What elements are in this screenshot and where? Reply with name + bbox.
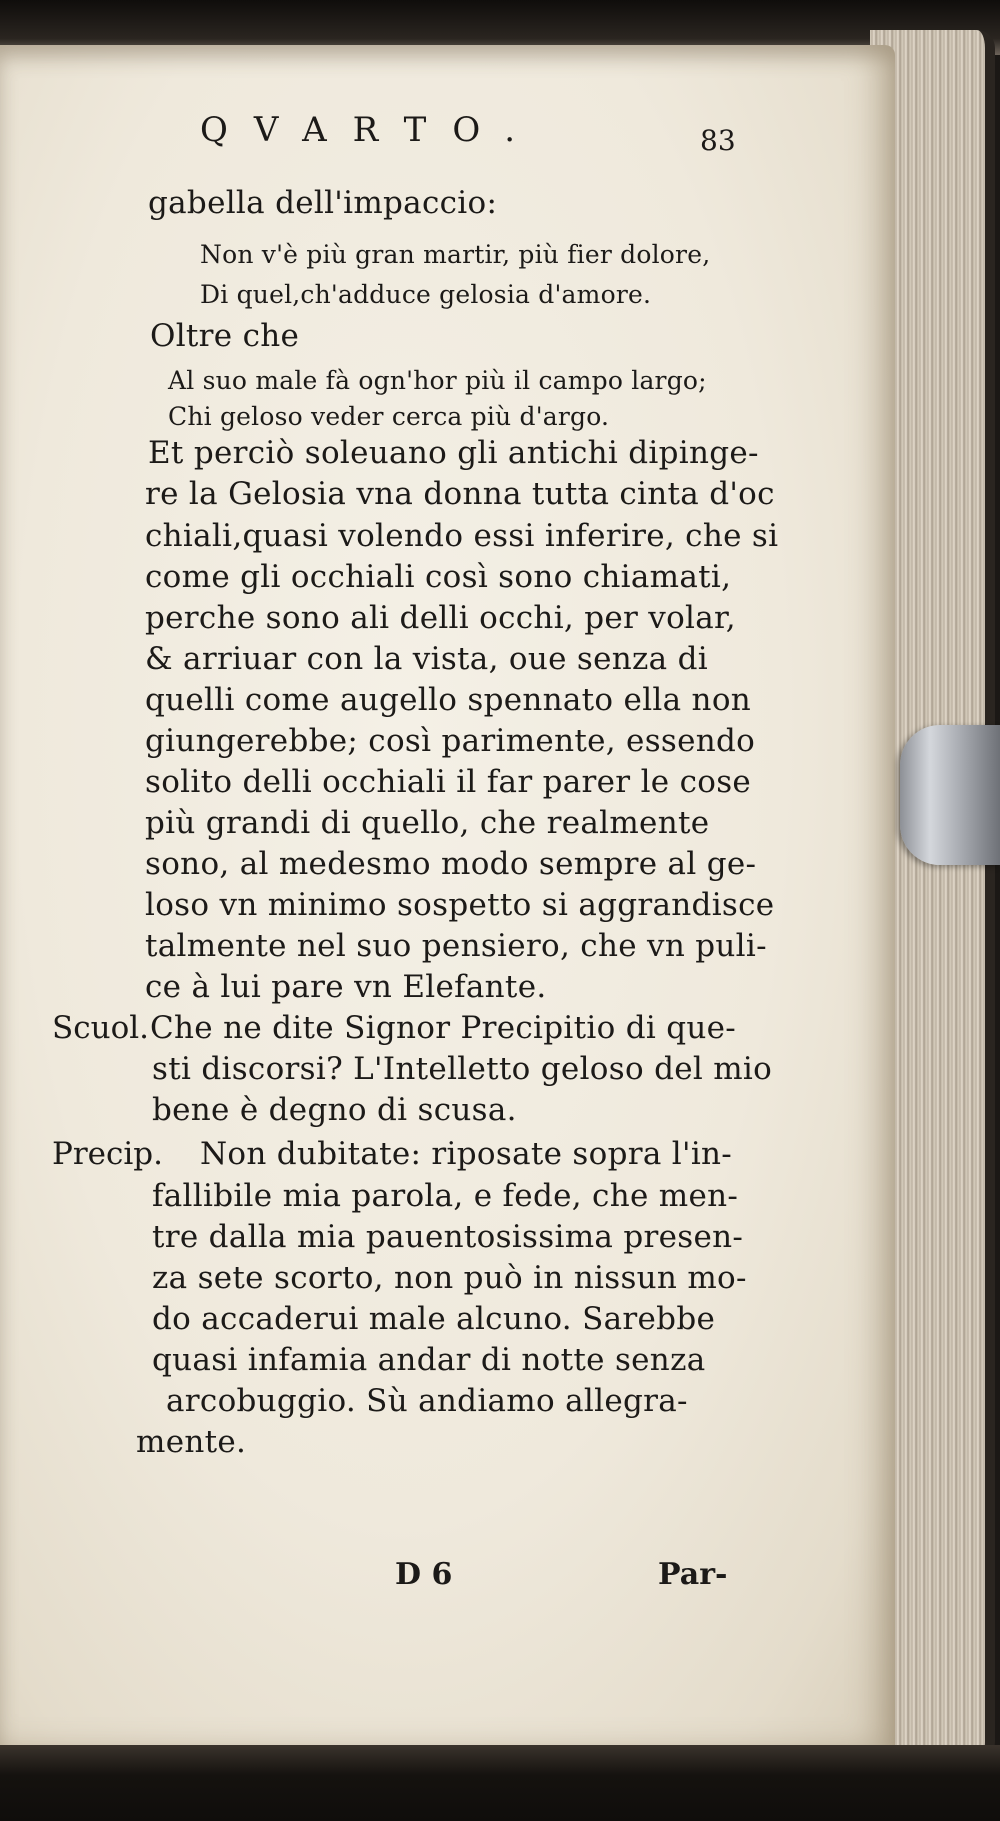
paragraph-line: ce à lui pare vn Elefante. xyxy=(145,969,547,1005)
running-title: QVARTO. xyxy=(200,110,542,150)
page-number: 83 xyxy=(700,124,736,157)
paragraph-line: re la Gelosia vna donna tutta cinta d'oc xyxy=(145,476,775,512)
paragraph-line: quelli come augello spennato ella non xyxy=(145,682,752,718)
page-text xyxy=(0,45,895,1750)
paragraph-line: solito delli occhiali il far parer le cose xyxy=(145,764,752,800)
paragraph-line: loso vn minimo sospetto si aggrandisce xyxy=(145,887,775,923)
dialogue-line: arcobuggio. Sù andiamo allegra- xyxy=(166,1383,688,1419)
paragraph-line: più grandi di quello, che realmente xyxy=(145,805,710,841)
dialogue-line: quasi infamia andar di notte senza xyxy=(152,1342,706,1378)
dialogue-line: do accaderui male alcuno. Sarebbe xyxy=(152,1301,716,1337)
dialogue-line: fallibile mia parola, e fede, che men- xyxy=(152,1178,739,1214)
paragraph-line: sono, al medesmo modo sempre al ge- xyxy=(145,846,757,882)
paragraph-line: come gli occhiali così sono chiamati, xyxy=(145,559,732,595)
page-clip xyxy=(900,725,1000,865)
book-page xyxy=(0,45,895,1750)
dialogue-line: mente. xyxy=(136,1424,247,1460)
dialogue-line: Che ne dite Signor Precipitio di que- xyxy=(150,1010,737,1046)
verse-line: Di quel,ch'adduce gelosia d'amore. xyxy=(200,280,652,309)
verse-line: Non v'è più gran martir, più fier dolore, xyxy=(200,240,711,269)
dialogue-line: tre dalla mia pauentosissima presen- xyxy=(152,1219,744,1255)
oltre-che-line: Oltre che xyxy=(150,318,300,354)
paragraph-line: perche sono ali delli occhi, per volar, xyxy=(145,600,736,636)
verse-line: Al suo male fà ogn'hor più il campo largo; xyxy=(168,366,707,395)
paragraph-line: chiali,quasi volendo essi inferire, che si xyxy=(145,518,779,554)
paragraph-line: Et perciò soleuano gli antichi dipinge- xyxy=(148,435,759,471)
verse-line: Chi geloso veder cerca più d'argo. xyxy=(168,402,610,431)
speaker-name: Scuol. xyxy=(52,1010,149,1046)
intro-line: gabella dell'impaccio: xyxy=(148,185,498,221)
dialogue-line: bene è degno di scusa. xyxy=(152,1092,517,1128)
paragraph-line: giungerebbe; così parimente, essendo xyxy=(145,723,756,759)
dialogue-line: za sete scorto, non può in nissun mo- xyxy=(152,1260,747,1296)
dialogue-line: Non dubitate: riposate sopra l'in- xyxy=(200,1136,733,1172)
dialogue-line: sti discorsi? L'Intelletto geloso del mio xyxy=(152,1051,773,1087)
speaker-name: Precip. xyxy=(52,1136,163,1172)
catchword: Par- xyxy=(658,1557,728,1592)
paragraph-line: talmente nel suo pensiero, che vn puli- xyxy=(145,928,767,964)
paragraph-line: & arriuar con la vista, oue senza di xyxy=(145,641,708,677)
bottom-shadow xyxy=(0,1745,1000,1821)
signature-mark: D 6 xyxy=(395,1557,453,1592)
